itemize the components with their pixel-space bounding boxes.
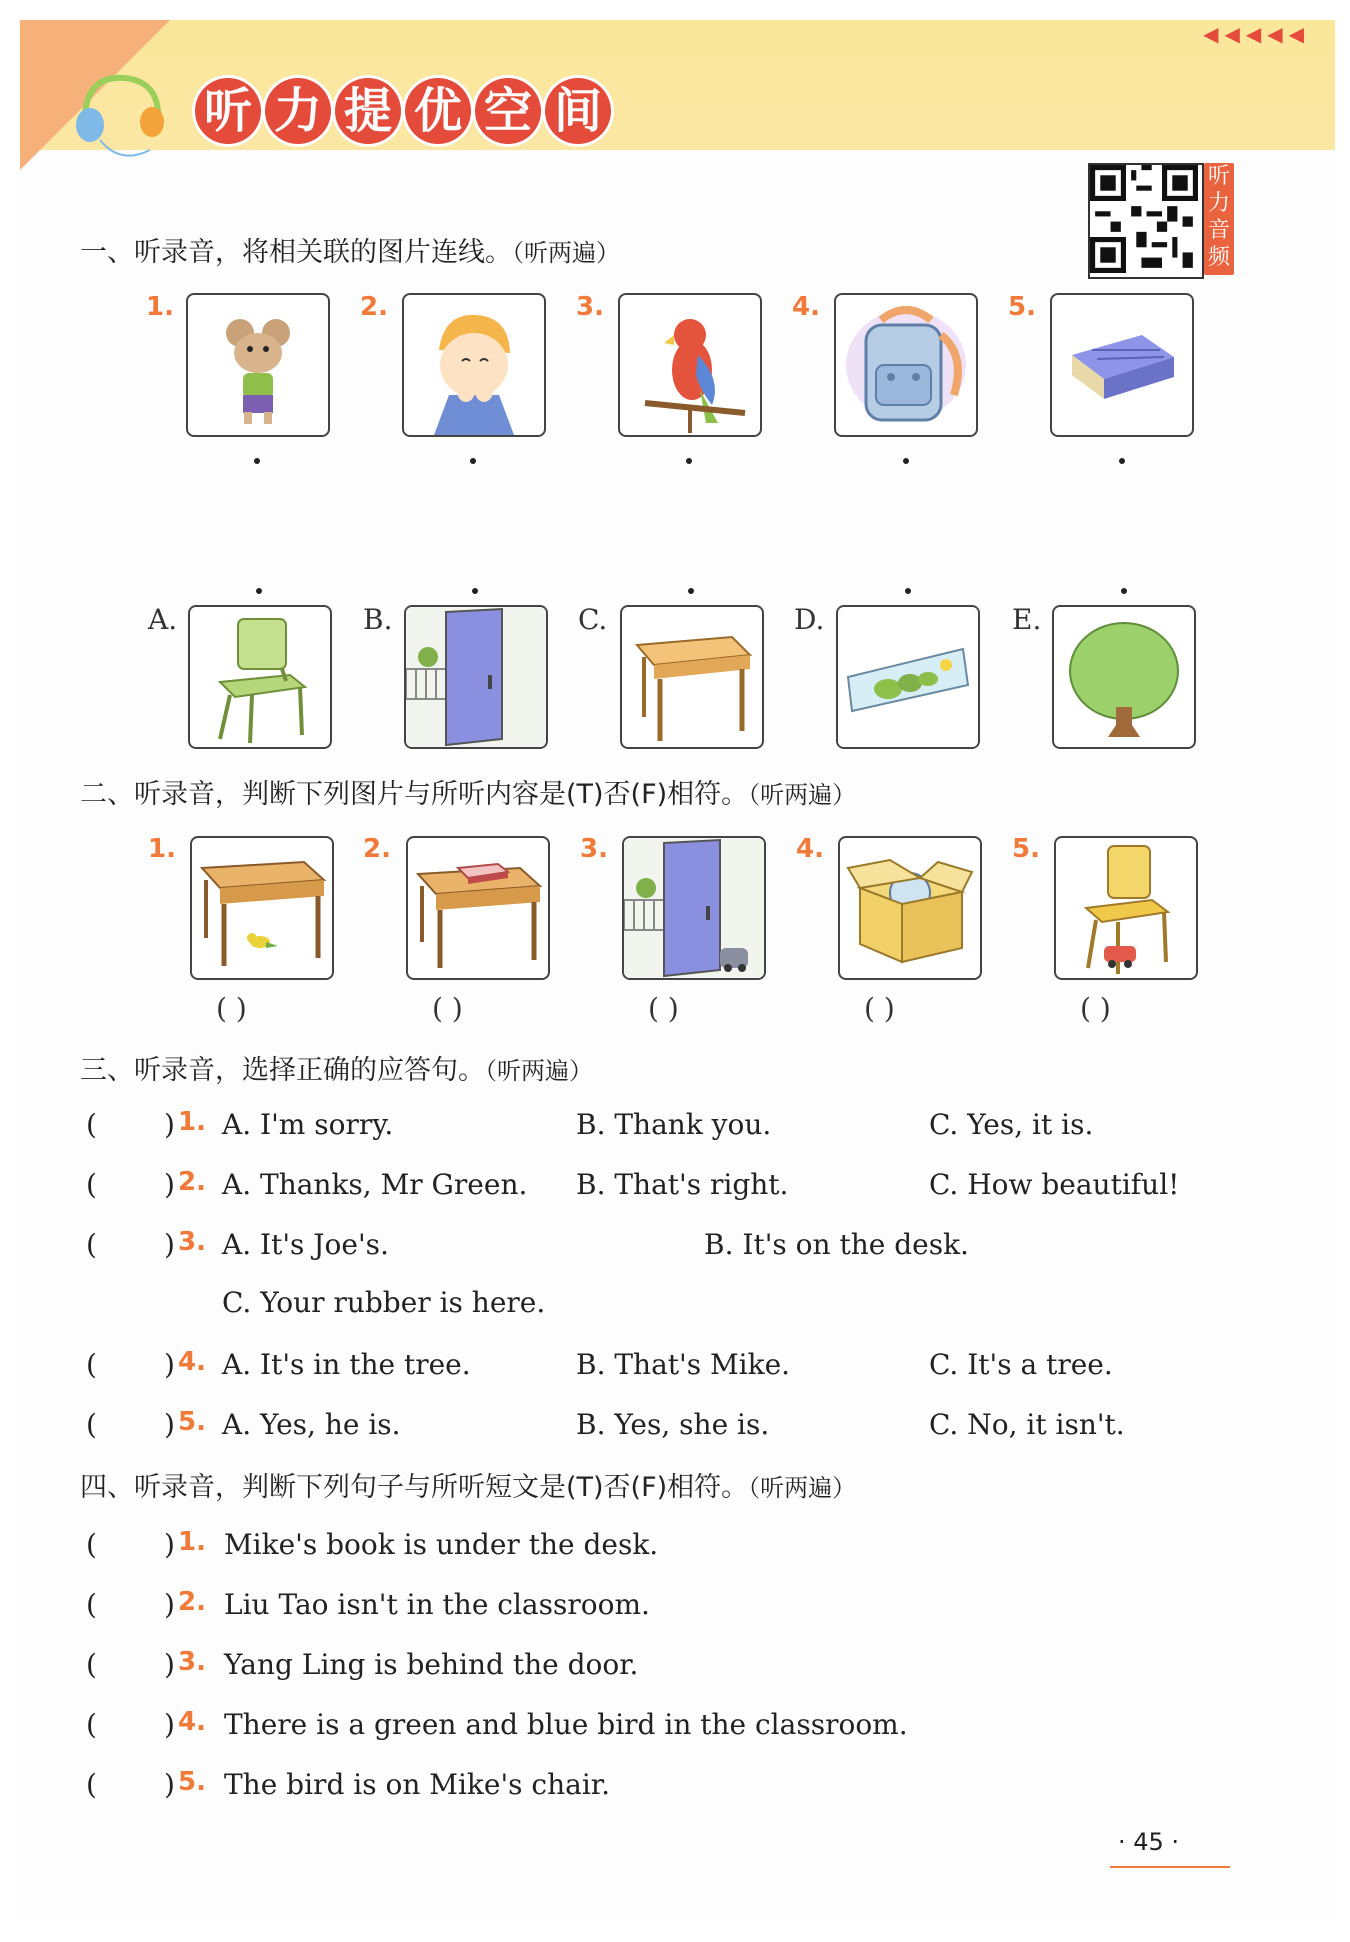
section1-title-text: 一、听录音，将相关联的图片连线。: [80, 237, 512, 268]
option-a: A. I'm sorry.: [222, 1108, 394, 1141]
answer-paren[interactable]: ( ): [648, 992, 679, 1025]
answer-paren-open[interactable]: (: [86, 1648, 97, 1681]
statement-text: Mike's book is under the desk.: [224, 1528, 659, 1561]
parrot-icon: [618, 293, 762, 437]
mouse-icon: [186, 293, 330, 437]
option-c: C. No, it isn't.: [929, 1408, 1125, 1441]
page-number: · 45 ·: [1118, 1828, 1180, 1856]
statement-text: The bird is on Mike's chair.: [224, 1768, 610, 1801]
s2-number: 4.: [796, 834, 824, 864]
option-a: A. It's Joe's.: [222, 1228, 389, 1261]
s1-number: 3.: [576, 292, 604, 322]
qr-label: [1204, 163, 1234, 275]
answer-paren-open[interactable]: (: [86, 1168, 97, 1201]
title-char: 听: [195, 78, 261, 144]
chair-car-icon: [1054, 836, 1198, 980]
page-title: [195, 78, 611, 144]
title-char: 间: [545, 78, 611, 144]
option-a: A. Yes, he is.: [222, 1408, 401, 1441]
connect-dot[interactable]: [254, 458, 260, 464]
s1-number: 5.: [1008, 292, 1036, 322]
answer-paren-close: ): [164, 1228, 175, 1261]
option-a: A. Thanks, Mr Green.: [222, 1168, 528, 1201]
answer-paren-close: ): [164, 1588, 175, 1621]
question-number: 1.: [178, 1527, 206, 1557]
option-c: C. How beautiful!: [929, 1168, 1180, 1201]
s2-number: 3.: [580, 834, 608, 864]
section1-note: （听两遍）: [512, 239, 620, 267]
answer-paren-open[interactable]: (: [86, 1108, 97, 1141]
answer-paren-open[interactable]: (: [86, 1708, 97, 1741]
s2-number: 2.: [363, 834, 391, 864]
qr-pattern: [1090, 165, 1198, 273]
schoolbag-icon: [834, 293, 978, 437]
answer-paren-close: ): [164, 1648, 175, 1681]
question-number: 3.: [178, 1227, 206, 1257]
option-b: B. That's right.: [576, 1168, 789, 1201]
section2-title: [80, 772, 856, 811]
s1-number: 4.: [792, 292, 820, 322]
desk-bird-icon: [190, 836, 334, 980]
boy-icon: [402, 293, 546, 437]
qr-label-char: 听: [1207, 164, 1230, 189]
s1-letter: C.: [578, 603, 608, 636]
answer-paren-close: ): [164, 1108, 175, 1141]
box-ball-icon: [838, 836, 982, 980]
answer-paren-open[interactable]: (: [86, 1228, 97, 1261]
answer-paren-open[interactable]: (: [86, 1408, 97, 1441]
picture-icon: [836, 605, 980, 749]
title-char: 力: [265, 78, 331, 144]
desk-book-icon: [406, 836, 550, 980]
s1-number: 2.: [360, 292, 388, 322]
answer-paren-close: ): [164, 1768, 175, 1801]
title-char: 空: [475, 78, 541, 144]
qr-label-char: 频: [1207, 245, 1230, 270]
chair-icon: [188, 605, 332, 749]
connect-dot[interactable]: [470, 458, 476, 464]
door-car-icon: [622, 836, 766, 980]
tree-icon: [1052, 605, 1196, 749]
qr-label-char: 力: [1207, 191, 1230, 216]
option-b: B. Thank you.: [576, 1108, 772, 1141]
section4-title-text: 四、听录音，判断下列句子与所听短文是(T)否(F)相符。: [80, 1472, 749, 1503]
page-number-underline: [1110, 1866, 1230, 1868]
qr-code[interactable]: [1088, 163, 1204, 279]
question-number: 4.: [178, 1347, 206, 1377]
answer-paren-open[interactable]: (: [86, 1348, 97, 1381]
connect-dot[interactable]: [472, 588, 478, 594]
statement-text: There is a green and blue bird in the classroom.: [224, 1708, 908, 1741]
option-b: B. Yes, she is.: [576, 1408, 770, 1441]
answer-paren-open[interactable]: (: [86, 1588, 97, 1621]
connect-dot[interactable]: [903, 458, 909, 464]
qr-label-char: 音: [1207, 218, 1230, 243]
answer-paren[interactable]: ( ): [432, 992, 463, 1025]
s1-number: 1.: [146, 292, 174, 322]
statement-text: Yang Ling is behind the door.: [224, 1648, 639, 1681]
section1-title: [80, 230, 620, 269]
answer-paren-close: ): [164, 1168, 175, 1201]
s2-number: 5.: [1012, 834, 1040, 864]
answer-paren-close: ): [164, 1528, 175, 1561]
option-a: A. It's in the tree.: [222, 1348, 471, 1381]
option-c: C. Yes, it is.: [929, 1108, 1094, 1141]
answer-paren-close: ): [164, 1348, 175, 1381]
answer-paren-close: ): [164, 1408, 175, 1441]
s1-letter: A.: [148, 603, 178, 636]
door-icon: [404, 605, 548, 749]
question-number: 2.: [178, 1167, 206, 1197]
section3-title: [80, 1048, 593, 1087]
section2-title-text: 二、听录音，判断下列图片与所听内容是(T)否(F)相符。: [80, 779, 749, 810]
option-c: C. It's a tree.: [929, 1348, 1113, 1381]
title-char: 提: [335, 78, 401, 144]
connect-dot[interactable]: [686, 458, 692, 464]
title-char: 优: [405, 78, 471, 144]
question-number: 1.: [178, 1107, 206, 1137]
rubber-icon: [1050, 293, 1194, 437]
section4-note: （听两遍）: [748, 1474, 857, 1502]
answer-paren[interactable]: ( ): [1080, 992, 1111, 1025]
s2-number: 1.: [148, 834, 176, 864]
question-number: 5.: [178, 1407, 206, 1437]
headphones-icon: [70, 70, 170, 160]
answer-paren-close: ): [164, 1708, 175, 1741]
section3-title-text: 三、听录音，选择正确的应答句。: [80, 1055, 485, 1086]
section2-note: （听两遍）: [748, 781, 857, 809]
connect-dot[interactable]: [1121, 588, 1127, 594]
connect-dot[interactable]: [256, 588, 262, 594]
answer-paren[interactable]: ( ): [864, 992, 895, 1025]
option-c: C. Your rubber is here.: [222, 1286, 546, 1319]
answer-paren-open[interactable]: (: [86, 1768, 97, 1801]
question-number: 2.: [178, 1587, 206, 1617]
connect-dot[interactable]: [1119, 458, 1125, 464]
arrows-decoration: ◀◀◀◀◀: [1203, 22, 1310, 46]
statement-text: Liu Tao isn't in the classroom.: [224, 1588, 650, 1621]
section4-title: [80, 1465, 856, 1504]
question-number: 4.: [178, 1707, 206, 1737]
answer-paren-open[interactable]: (: [86, 1528, 97, 1561]
section3-note: （听两遍）: [485, 1057, 593, 1085]
option-b: B. That's Mike.: [576, 1348, 791, 1381]
s1-letter: D.: [794, 603, 825, 636]
s1-letter: B.: [363, 603, 393, 636]
desk-icon: [620, 605, 764, 749]
option-b: B. It's on the desk.: [704, 1228, 969, 1261]
answer-paren[interactable]: ( ): [216, 992, 247, 1025]
connect-dot[interactable]: [688, 588, 694, 594]
s1-letter: E.: [1012, 603, 1042, 636]
question-number: 3.: [178, 1647, 206, 1677]
question-number: 5.: [178, 1767, 206, 1797]
connect-dot[interactable]: [905, 588, 911, 594]
